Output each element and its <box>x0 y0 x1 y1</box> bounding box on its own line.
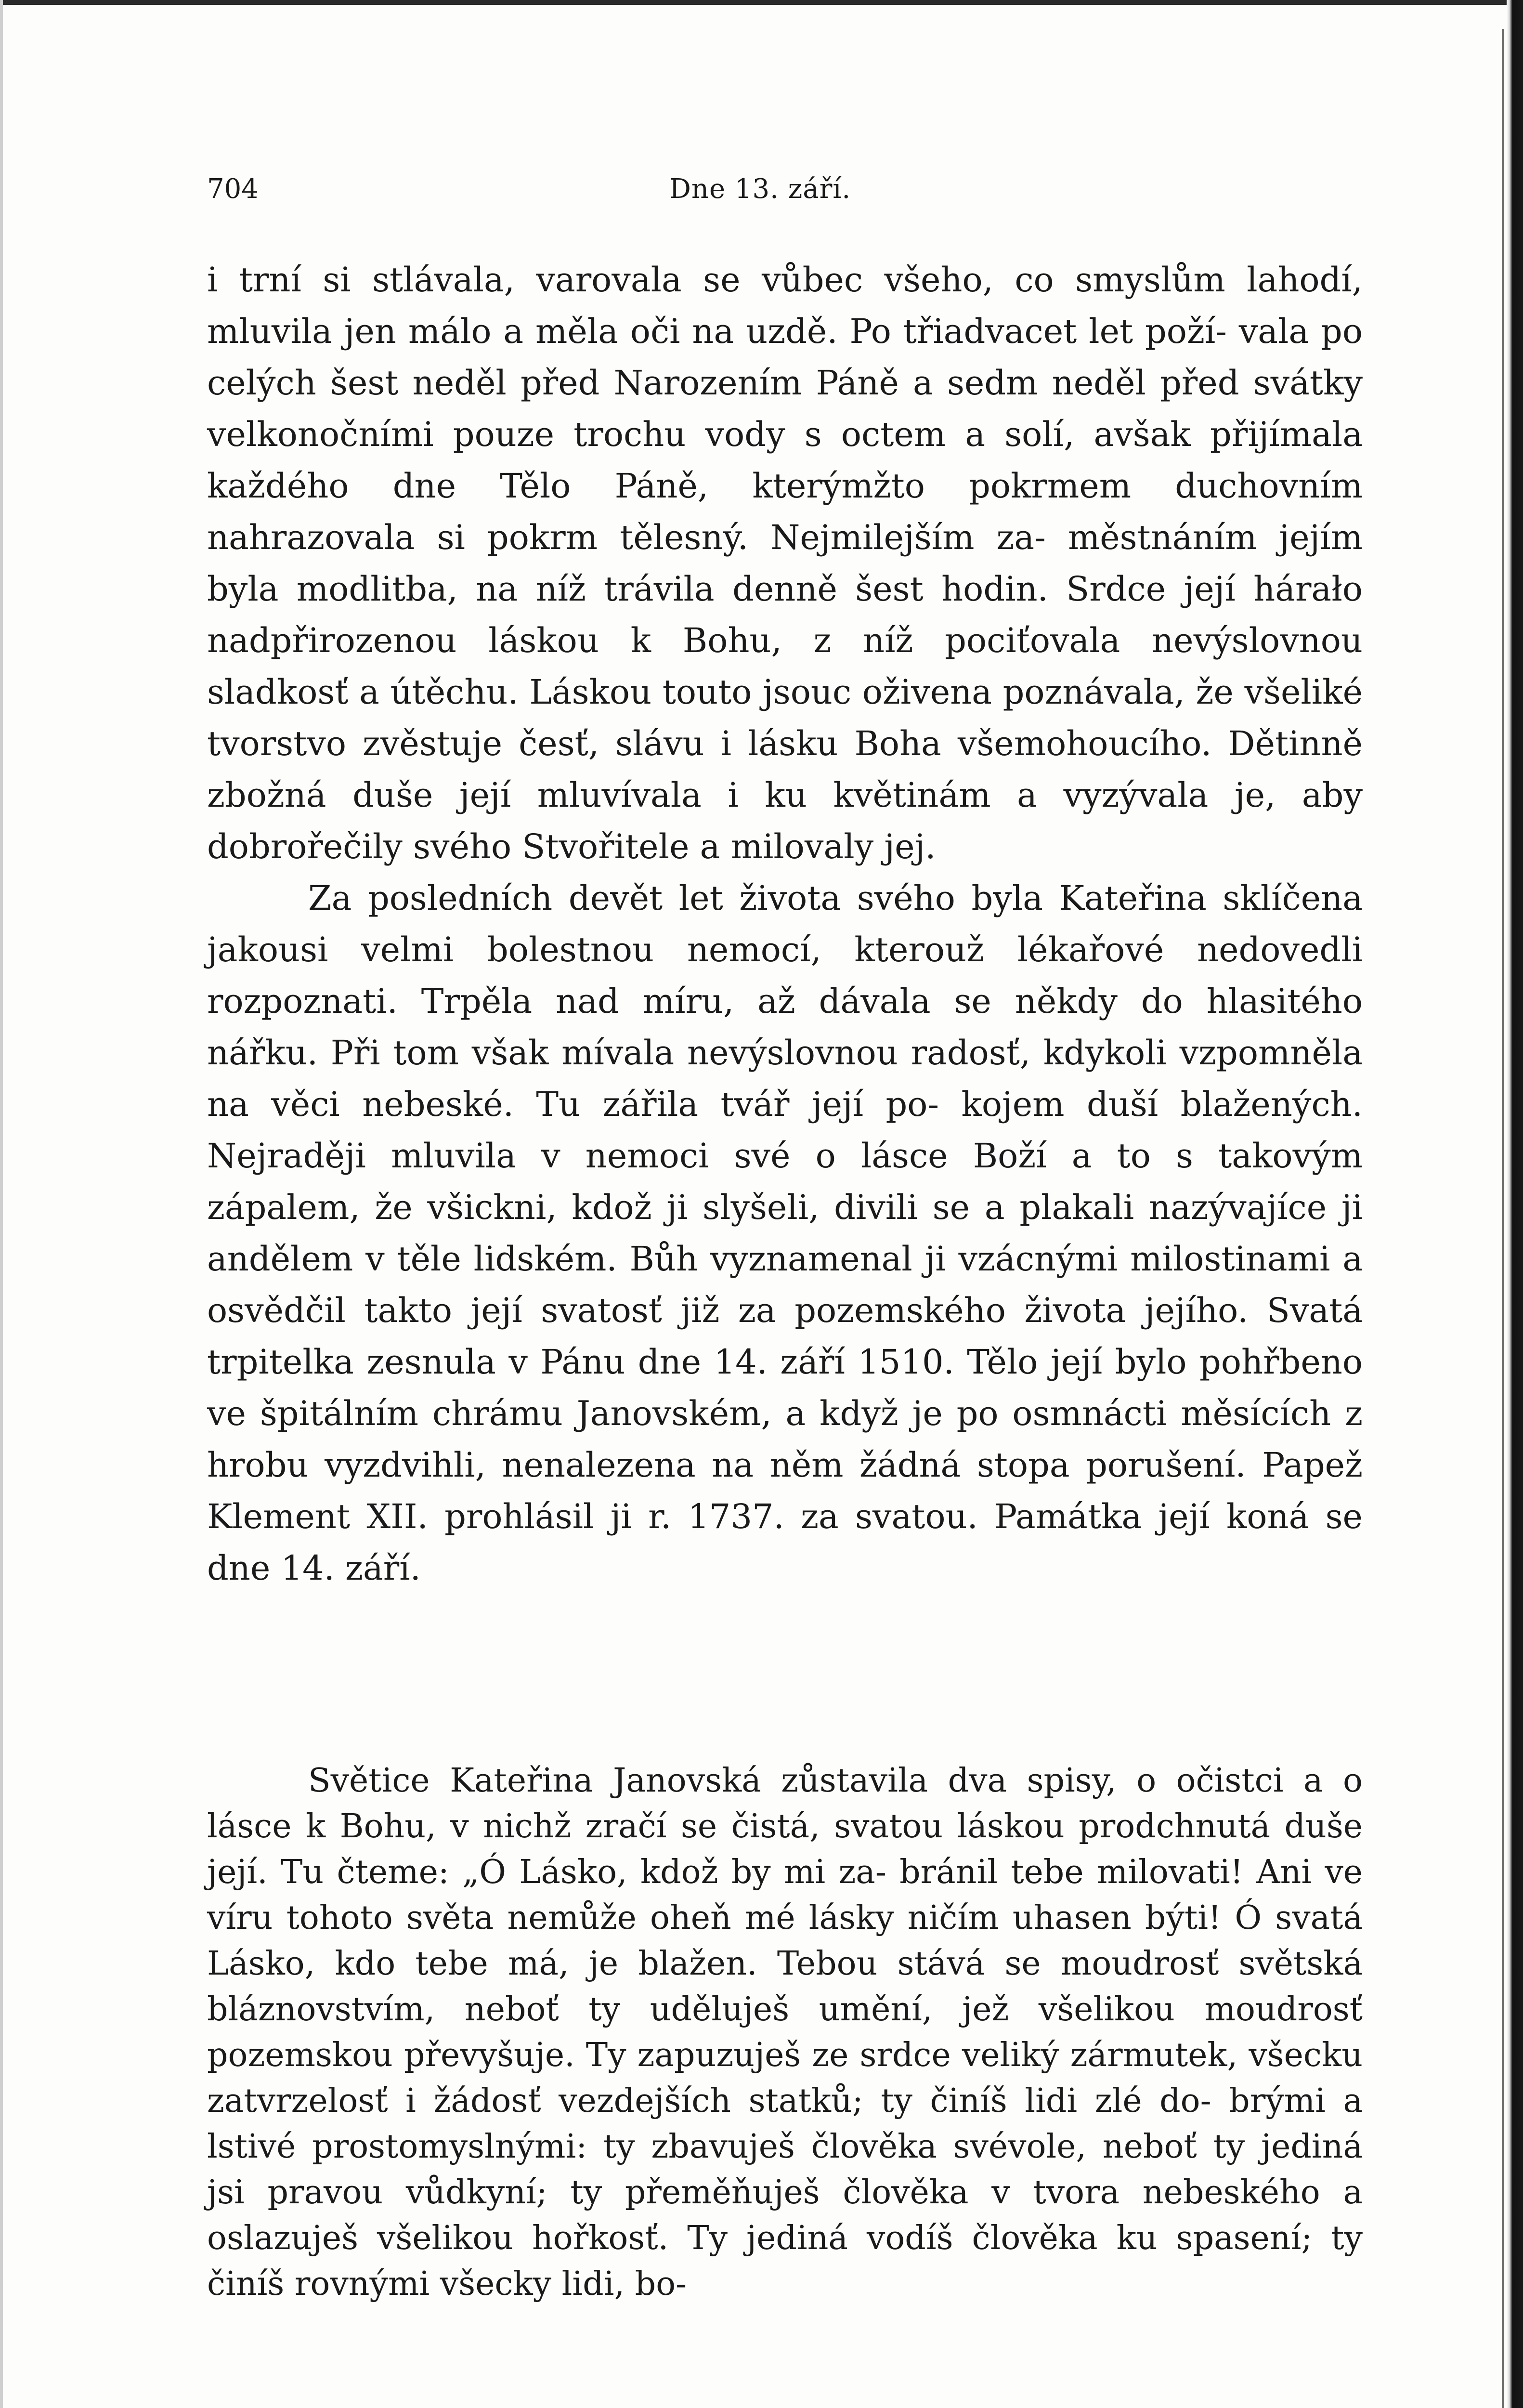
page-number: 704 <box>207 173 259 205</box>
scan-top-edge <box>0 0 1523 5</box>
second-text-block <box>207 1758 1363 2307</box>
scan-gutter-line <box>1502 29 1504 2408</box>
paragraph: Za posledních devět let života svého byla Kateřina sklíčena jakousi velmi bolestnou nemocí, kterouž lékařové nedovedli rozpoznati. Trpěla nad míru, až dávala se někdy do hlasitého nářku. Při tom však mívala nevýslovnou radosť, kdykoli vzpomněla na věci nebeské. Tu zářila tvář její po- kojem duší blažených. Nejraději mluvila v nemoci své o lásce Boží a to s takovým zápalem, že všickni, kdož ji slyšeli, divili se a plakali nazývajíce ji andělem v těle lidském. Bůh vyznamenal ji vzácnými milostinami a osvědčil takto její svatosť již za pozemského života jejího. Svatá trpitelka zesnula v Pánu dne 14. září 1510. Tělo její bylo pohřbeno ve špitálním chrámu Janovském, a když je po osmnácti měsících z hrobu vyzdvihli, nenalezena na něm žádná stopa porušení. Papež Klement XII. prohlásil ji r. 1737. za svatou. Památka její koná se dne 14. září. <box>207 878 1363 1588</box>
main-text-block <box>207 254 1363 1594</box>
paragraph: Světice Kateřina Janovská zůstavila dva spisy, o očistci a o lásce k Bohu, v nichž zračí se čistá, svatou láskou prodchnutá duše její. Tu čteme: „Ó Lásko, kdož by mi za- bránil tebe milovati! Ani ve víru tohoto světa nemůže oheň mé lásky ničím uhasen býti! Ó svatá Lásko, kdo tebe má, je blažen. Tebou stává se moudrosť světská bláznovstvím, neboť ty uděluješ umění, jež všelikou moudrosť pozemskou převyšuje. Ty zapuzuješ ze srdce veliký zármutek, všecku zatvrzelosť i žádosť vezdejších statků; ty činíš lidi zlé do- brými a lstivé prostomyslnými: ty zbavuješ člověka svévole, neboť ty jediná jsi pravou vůdkyní; ty přeměňuješ člověka v tvora nebeského a oslazuješ všelikou hořkosť. Ty jediná vodíš člověka ku spasení; ty činíš rovnými všecky lidi, bo- <box>207 1762 1363 2303</box>
scan-right-edge <box>1507 0 1523 2408</box>
running-head: Dne 13. září. <box>669 173 851 205</box>
paragraph: i trní si stlávala, varovala se vůbec všeho, co smyslům lahodí, mluvila jen málo a měla oči na uzdě. Po třiadvacet let poží- vala po celých šest neděl před Narozením Páně a sedm neděl před svátky velkonočními pouze trochu vody s octem a solí, avšak přijímala každého dne Tělo Páně, kterýmžto pokrmem duchovním nahrazovala si pokrm tělesný. Nejmilejším za- městnáním jejím byla modlitba, na níž trávila denně šest hodin. Srdce její hárało nadpřirozenou láskou k Bohu, z níž pociťovala nevýslovnou sladkosť a útěchu. Láskou touto jsouc oživena poznávala, že všeliké tvorstvo zvěstuje česť, slávu i lásku Boha všemohoucího. Dětinně zbožná duše její mluvívala i ku květinám a vyzývala je, aby dobrořečily svého Stvořitele a milovaly jej. <box>207 260 1363 866</box>
scan-left-edge <box>0 0 3 2408</box>
page-header <box>207 164 1363 217</box>
